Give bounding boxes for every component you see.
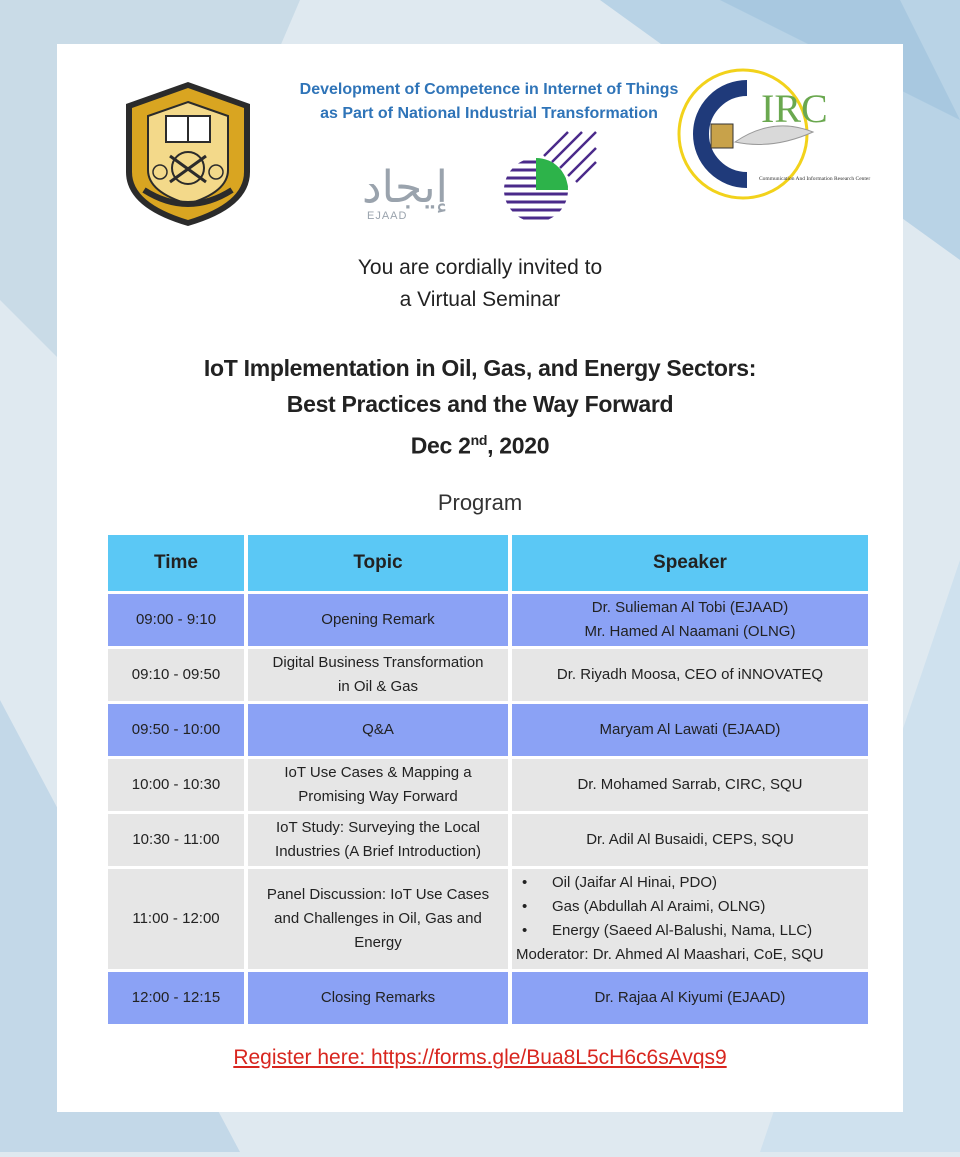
ejaad-logo — [362, 160, 602, 230]
time-cell: 10:00 - 10:30 — [108, 759, 244, 811]
register-link[interactable]: Register here: https://forms.gle/Bua8L5cH6c6sAvqs9 — [233, 1046, 727, 1069]
topic-cell — [248, 759, 508, 811]
topic-line: IoT Use Cases & Mapping a — [284, 764, 472, 781]
circ-wordmark: IRC — [761, 86, 828, 131]
list-item: • Energy (Saeed Al-Balushi, Nama, LLC) — [516, 919, 864, 943]
invitation-card — [57, 44, 903, 1112]
seminar-date-year: , 2020 — [487, 432, 550, 459]
speaker-cell: Dr. Riyadh Moosa, CEO of iNNOVATEQ — [512, 649, 868, 701]
topic-line: Digital Business Transformation — [272, 654, 484, 671]
time-cell: 10:30 - 11:00 — [108, 814, 244, 866]
moderator-line: Moderator: Dr. Ahmed Al Maashari, CoE, SQU — [516, 946, 824, 963]
seminar-date — [57, 422, 903, 464]
list-item: • Gas (Abdullah Al Araimi, OLNG) — [516, 895, 864, 919]
seminar-date-main: Dec 2 — [410, 432, 471, 459]
table-row — [108, 759, 868, 811]
speaker-name: Dr. Sulieman Al Tobi (EJAAD) — [591, 599, 789, 616]
topic-cell — [248, 814, 508, 866]
topic-cell: Closing Remarks — [248, 972, 508, 1024]
topic-line: IoT Study: Surveying the Local — [275, 819, 480, 836]
topic-line: Energy — [354, 934, 402, 951]
circ-tagline: Communication And Information Research Center — [759, 176, 871, 182]
project-title — [279, 78, 699, 126]
speaker-cell — [512, 594, 868, 646]
invitation-text — [57, 252, 903, 316]
ejaad-latin-wordmark: EJAAD — [367, 210, 408, 222]
table-row — [108, 594, 868, 646]
invitation-line2: a Virtual Seminar — [399, 288, 561, 311]
program-table — [104, 532, 872, 1027]
time-cell: 11:00 - 12:00 — [108, 869, 244, 969]
table-row — [108, 972, 868, 1024]
speaker-name: Mr. Hamed Al Naamani (OLNG) — [584, 623, 796, 640]
ejaad-symbol-icon — [504, 132, 600, 228]
ejaad-arabic-wordmark: إيجاد — [362, 162, 448, 213]
topic-cell — [248, 869, 508, 969]
seminar-title-line1: IoT Implementation in Oil, Gas, and Energy Sectors: — [203, 355, 757, 381]
speaker-cell: Dr. Adil Al Busaidi, CEPS, SQU — [512, 814, 868, 866]
topic-line: Promising Way Forward — [298, 788, 458, 805]
topic-line: Industries (A Brief Introduction) — [275, 843, 481, 860]
project-title-line2: as Part of National Industrial Transformation — [320, 105, 658, 122]
invitation-line1: You are cordially invited to — [357, 256, 603, 279]
seminar-title — [57, 350, 903, 464]
squ-crest-logo — [120, 80, 256, 228]
table-row — [108, 869, 868, 969]
speaker-cell — [512, 869, 868, 969]
table-row — [108, 649, 868, 701]
topic-line: Panel Discussion: IoT Use Cases — [266, 886, 490, 903]
speaker-cell: Maryam Al Lawati (EJAAD) — [512, 704, 868, 756]
time-cell: 12:00 - 12:15 — [108, 972, 244, 1024]
column-header-time: Time — [108, 535, 244, 591]
panelist-list — [516, 871, 864, 943]
table-row — [108, 814, 868, 866]
seminar-title-line2: Best Practices and the Way Forward — [286, 391, 674, 417]
circ-logo — [677, 68, 871, 200]
topic-cell: Q&A — [248, 704, 508, 756]
speaker-cell: Dr. Mohamed Sarrab, CIRC, SQU — [512, 759, 868, 811]
topic-cell — [248, 649, 508, 701]
project-title-line1: Development of Competence in Internet of Things — [299, 81, 679, 98]
list-item: • Oil (Jaifar Al Hinai, PDO) — [516, 871, 864, 895]
topic-cell: Opening Remark — [248, 594, 508, 646]
speaker-cell: Dr. Rajaa Al Kiyumi (EJAAD) — [512, 972, 868, 1024]
time-cell: 09:50 - 10:00 — [108, 704, 244, 756]
program-heading: Program — [437, 490, 523, 515]
column-header-speaker: Speaker — [512, 535, 868, 591]
topic-line: and Challenges in Oil, Gas and — [274, 910, 482, 927]
time-cell: 09:10 - 09:50 — [108, 649, 244, 701]
program-header-row — [108, 535, 868, 591]
table-row — [108, 704, 868, 756]
topic-line: in Oil & Gas — [337, 678, 419, 695]
time-cell: 09:00 - 9:10 — [108, 594, 244, 646]
seminar-date-ordinal: nd — [470, 432, 488, 448]
column-header-topic: Topic — [248, 535, 508, 591]
